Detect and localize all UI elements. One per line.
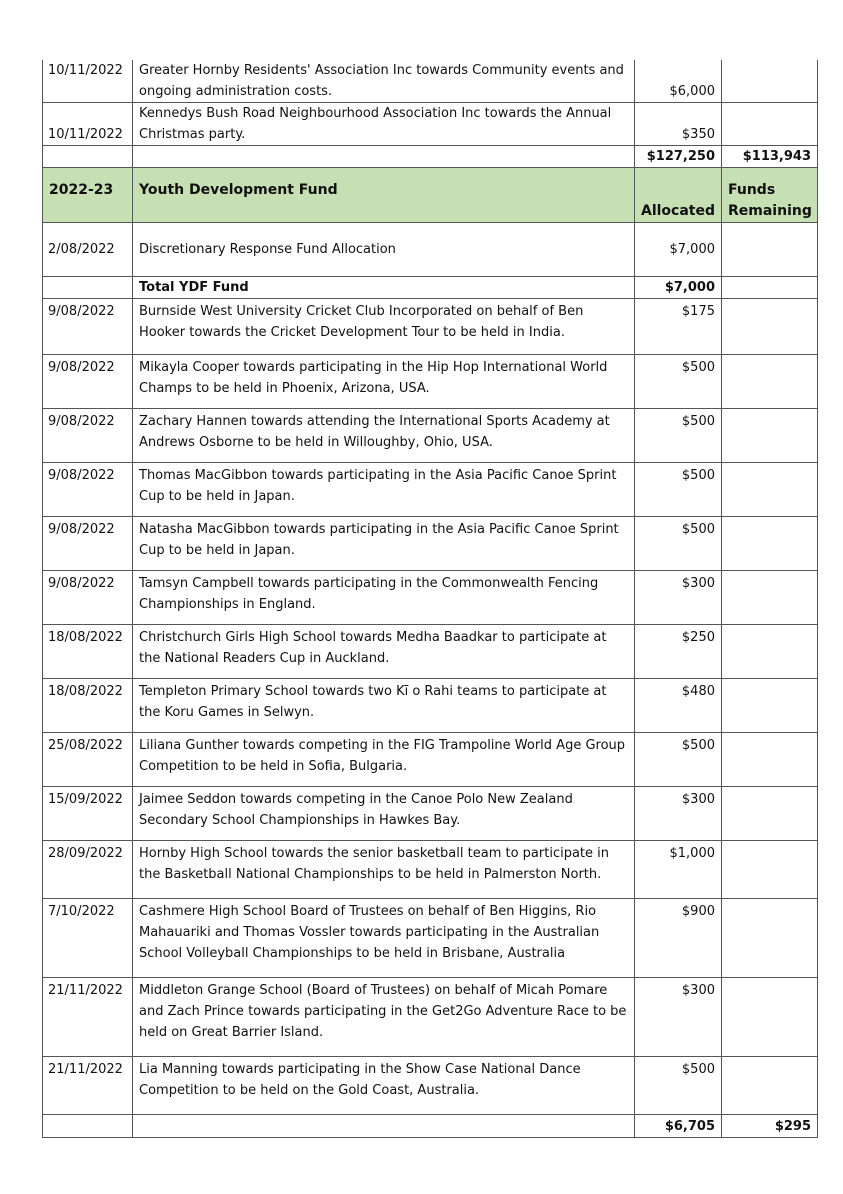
ydf-total-row bbox=[43, 277, 818, 299]
row-date: 10/11/2022 bbox=[43, 103, 133, 146]
row-allocated: $500 bbox=[635, 409, 722, 463]
subtotal-allocated: $127,250 bbox=[635, 146, 722, 168]
row-description: Burnside West University Cricket Club Incorporated on behalf of Ben Hooker towards the Cricket Development Tour to be held in India. bbox=[133, 299, 635, 355]
row-date: 18/08/2022 bbox=[43, 625, 133, 679]
row-remaining bbox=[722, 625, 818, 679]
ydf-total-allocated: $7,000 bbox=[635, 277, 722, 299]
row-date: 9/08/2022 bbox=[43, 571, 133, 625]
row-allocated: $500 bbox=[635, 517, 722, 571]
table-row bbox=[43, 299, 818, 355]
final-total-allocated: $6,705 bbox=[635, 1115, 722, 1138]
row-date: 9/08/2022 bbox=[43, 463, 133, 517]
row-remaining bbox=[722, 571, 818, 625]
subtotal-remaining: $113,943 bbox=[722, 146, 818, 168]
allocation-row bbox=[43, 223, 818, 277]
row-description: Templeton Primary School towards two Kī o Rahi teams to participate at the Koru Games in Selwyn. bbox=[133, 679, 635, 733]
row-date: 9/08/2022 bbox=[43, 517, 133, 571]
row-allocated: $300 bbox=[635, 978, 722, 1057]
row-remaining bbox=[722, 841, 818, 899]
row-remaining bbox=[722, 787, 818, 841]
row-remaining bbox=[722, 409, 818, 463]
row-allocated: $6,000 bbox=[635, 60, 722, 103]
ydf-total-label: Total YDF Fund bbox=[133, 277, 635, 299]
row-remaining bbox=[722, 733, 818, 787]
row-allocated: $175 bbox=[635, 299, 722, 355]
final-total-remaining: $295 bbox=[722, 1115, 818, 1138]
table-row bbox=[43, 571, 818, 625]
table-row bbox=[43, 679, 818, 733]
row-remaining bbox=[722, 899, 818, 978]
row-description: Zachary Hannen towards attending the International Sports Academy at Andrews Osborne to be held in Willoughby, Ohio, USA. bbox=[133, 409, 635, 463]
row-description: Middleton Grange School (Board of Trustees) on behalf of Micah Pomare and Zach Prince towards participating in the Get2Go Adventure Race to be held on Great Barrier Island. bbox=[133, 978, 635, 1057]
row-date: 18/08/2022 bbox=[43, 679, 133, 733]
row-remaining bbox=[722, 60, 818, 103]
row-remaining bbox=[722, 978, 818, 1057]
row-description: Jaimee Seddon towards competing in the Canoe Polo New Zealand Secondary School Championships in Hawkes Bay. bbox=[133, 787, 635, 841]
row-description: Mikayla Cooper towards participating in the Hip Hop International World Champs to be held in Phoenix, Arizona, USA. bbox=[133, 355, 635, 409]
table-row bbox=[43, 978, 818, 1057]
section-header bbox=[43, 168, 818, 223]
row-date: 9/08/2022 bbox=[43, 355, 133, 409]
row-allocated: $7,000 bbox=[635, 223, 722, 277]
table-row bbox=[43, 787, 818, 841]
row-allocated: $500 bbox=[635, 733, 722, 787]
row-allocated: $500 bbox=[635, 355, 722, 409]
row-description: Cashmere High School Board of Trustees on behalf of Ben Higgins, Rio Mahauariki and Thomas Vossler towards participating in the Australian School Volleyball Championships to be held in Brisbane, Australia bbox=[133, 899, 635, 978]
table-row bbox=[43, 409, 818, 463]
row-description: Tamsyn Campbell towards participating in the Commonwealth Fencing Championships in England. bbox=[133, 571, 635, 625]
row-date: 21/11/2022 bbox=[43, 1057, 133, 1115]
table-row bbox=[43, 355, 818, 409]
final-total-row bbox=[43, 1115, 818, 1138]
funding-table bbox=[42, 60, 818, 1138]
table-row bbox=[43, 463, 818, 517]
section-title: Youth Development Fund bbox=[133, 168, 635, 223]
row-remaining bbox=[722, 223, 818, 277]
row-description: Greater Hornby Residents' Association Inc towards Community events and ongoing administration costs. bbox=[133, 60, 635, 103]
row-remaining bbox=[722, 103, 818, 146]
row-date: 15/09/2022 bbox=[43, 787, 133, 841]
row-remaining bbox=[722, 355, 818, 409]
row-description: Lia Manning towards participating in the Show Case National Dance Competition to be held on the Gold Coast, Australia. bbox=[133, 1057, 635, 1115]
row-date: 9/08/2022 bbox=[43, 299, 133, 355]
table-row bbox=[43, 625, 818, 679]
row-description: Hornby High School towards the senior basketball team to participate in the Basketball National Championships to be held in Palmerston North. bbox=[133, 841, 635, 899]
row-remaining bbox=[722, 517, 818, 571]
row-remaining bbox=[722, 1057, 818, 1115]
row-allocated: $350 bbox=[635, 103, 722, 146]
remaining-header: Funds Remaining bbox=[722, 168, 818, 223]
row-date: 7/10/2022 bbox=[43, 899, 133, 978]
row-date: 10/11/2022 bbox=[43, 60, 133, 103]
row-allocated: $480 bbox=[635, 679, 722, 733]
row-date: 21/11/2022 bbox=[43, 978, 133, 1057]
row-remaining bbox=[722, 299, 818, 355]
row-description: Thomas MacGibbon towards participating in the Asia Pacific Canoe Sprint Cup to be held in Japan. bbox=[133, 463, 635, 517]
subtotal-row bbox=[43, 146, 818, 168]
table-row bbox=[43, 899, 818, 978]
row-allocated: $500 bbox=[635, 1057, 722, 1115]
table-row bbox=[43, 733, 818, 787]
row-allocated: $250 bbox=[635, 625, 722, 679]
row-allocated: $300 bbox=[635, 787, 722, 841]
table-row bbox=[43, 60, 818, 103]
row-description: Kennedys Bush Road Neighbourhood Association Inc towards the Annual Christmas party. bbox=[133, 103, 635, 146]
table-row bbox=[43, 1057, 818, 1115]
grant-rows bbox=[43, 299, 818, 1115]
row-date: 28/09/2022 bbox=[43, 841, 133, 899]
row-allocated: $300 bbox=[635, 571, 722, 625]
row-description: Natasha MacGibbon towards participating in the Asia Pacific Canoe Sprint Cup to be held in Japan. bbox=[133, 517, 635, 571]
table-row bbox=[43, 103, 818, 146]
table-row bbox=[43, 517, 818, 571]
row-remaining bbox=[722, 679, 818, 733]
row-remaining bbox=[722, 463, 818, 517]
row-date: 25/08/2022 bbox=[43, 733, 133, 787]
section-year: 2022-23 bbox=[43, 168, 133, 223]
table-row bbox=[43, 841, 818, 899]
row-description: Liliana Gunther towards competing in the FIG Trampoline World Age Group Competition to be held in Sofia, Bulgaria. bbox=[133, 733, 635, 787]
row-date: 2/08/2022 bbox=[43, 223, 133, 277]
allocated-header: Allocated bbox=[635, 168, 722, 223]
row-description: Christchurch Girls High School towards Medha Baadkar to participate at the National Readers Cup in Auckland. bbox=[133, 625, 635, 679]
row-allocated: $1,000 bbox=[635, 841, 722, 899]
row-allocated: $500 bbox=[635, 463, 722, 517]
row-allocated: $900 bbox=[635, 899, 722, 978]
row-date: 9/08/2022 bbox=[43, 409, 133, 463]
row-description: Discretionary Response Fund Allocation bbox=[133, 223, 635, 277]
